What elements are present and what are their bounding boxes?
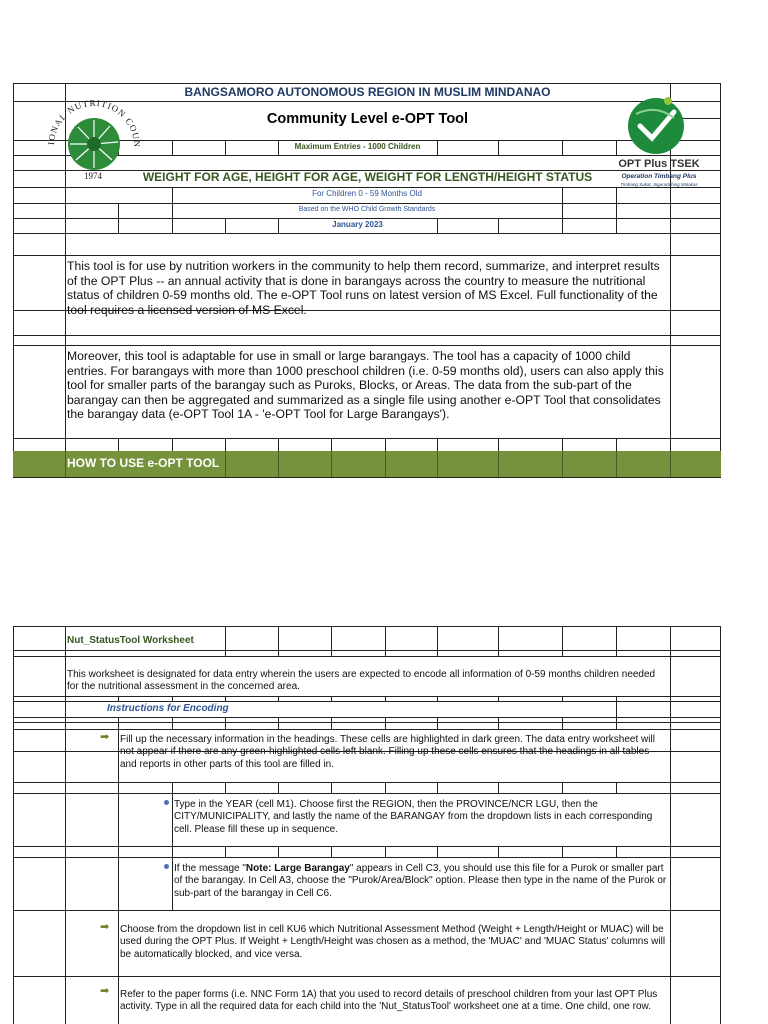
intro-paragraph-2: Moreover, this tool is adaptable for use in small or large barangays. The tool has a capacity of 1000 child entries. For barangays with more than 1000 preschool children (i.e. 0-59 months old), users can also apply this tool for smaller parts of the barangay such as Puroks, Blocks, or Areas. The data from the sub-part of the barangay can then be aggregated and summarized as a single file using another e-OPT Tool that consolidates the barangay data (e-OPT Tool 1A - 'e-OPT Tool for Large Barangays'). [67,349,664,422]
step1-arrow-icon: ➡ [100,731,110,743]
step1a-bullet-icon [164,800,169,805]
step1b-text: If the message "Note: Large Barangay" appears in Cell C3, you should use this file for a Purok or smaller part of the barangay. In Cell A3, choose the "Purok/Area/Block" option. Please then type in the name of the Purok or sub-part of the barangay in Cell C6. [174,863,667,899]
large-barangay-note: Note: Large Barangay [245,863,350,874]
instructions-heading: Instructions for Encoding [107,703,229,714]
opt-logo-title: OPT Plus TSEK [618,158,700,170]
worksheet-title: Nut_StatusTool Worksheet [67,635,194,646]
opt-logo-subtitle: Operation Timbang Plus [621,173,697,180]
how-to-use-label: HOW TO USE e-OPT TOOL [67,456,220,470]
tool-title: Community Level e-OPT Tool [266,111,469,127]
opt-plus-logo [600,92,718,192]
max-entries: Maximum Entries - 1000 Children [294,142,421,151]
nnc-seal-logo [40,96,146,186]
step1b-bullet-icon [164,864,169,869]
standards-note: Based on the WHO Child Growth Standards [298,206,436,213]
nnc-seal-year: 1974 [84,171,102,181]
worksheet-description: This worksheet is designated for data entry wherein the users are expected to encode all information of 0-59 months children needed for the nutritional assessment in the concerned area. [67,669,656,693]
opt-logo-tagline: Timbang Sukat, Siguraduhing Malakas [620,182,698,187]
age-range: For Children 0 - 59 Months Old [312,189,422,198]
intro-paragraph-1: This tool is for use by nutrition workers in the community to help them record, summarize, and interpret results of the OPT Plus -- an annual activity that is done in barangays across the country to measure the nutritional status of children 0-59 months old. The e-OPT Tool runs on latest version of MS Excel. Full functionality of the tool requires a licensed version of MS Excel. [67,259,660,317]
region-title: BANGSAMORO AUTONOMOUS REGION IN MUSLIM MINDANAO [184,85,551,99]
step3-text: Refer to the paper forms (i.e. NNC Form 1A) that you used to record details of preschool children from your last OPT Plus activity. Type in all the required data for each child into the 'Nut_StatusTool' worksheet one at a time. One child, one row. [120,989,658,1013]
step2-text: Choose from the dropdown list in cell KU6 which Nutritional Assessment Method (Weight + Length/Height or MUAC) will be used during the OPT Plus. If Weight + Length/Height was chosen as a method, the 'MUAC' and 'MUAC Status' columns will be automatically blocked, and vice versa. [120,924,666,960]
how-to-use-bar [13,451,721,478]
step1-text: Fill up the necessary information in the headings. These cells are highlighted in dark green. The data entry worksheet will not appear if there are any green-highlighted cells left blank. Filling up these cells ensures that the headings in all tables and reports in other parts of this tool are filled in. [120,734,655,770]
nnc-seal-text: IONAL NUTRITION COUN [45,97,143,149]
step3-arrow-icon: ➡ [100,985,110,997]
status-title: WEIGHT FOR AGE, HEIGHT FOR AGE, WEIGHT FOR LENGTH/HEIGHT STATUS [142,170,593,184]
step2-arrow-icon: ➡ [100,921,110,933]
date-label: January 2023 [332,220,383,229]
step1a-text: Type in the YEAR (cell M1). Choose first the REGION, then the PROVINCE/NCR LGU, then the CITY/MUNICIPALITY, and lastly the name of the BARANGAY from the dropdown lists in each corresponding cell. Please fill these up in sequence. [174,799,653,835]
